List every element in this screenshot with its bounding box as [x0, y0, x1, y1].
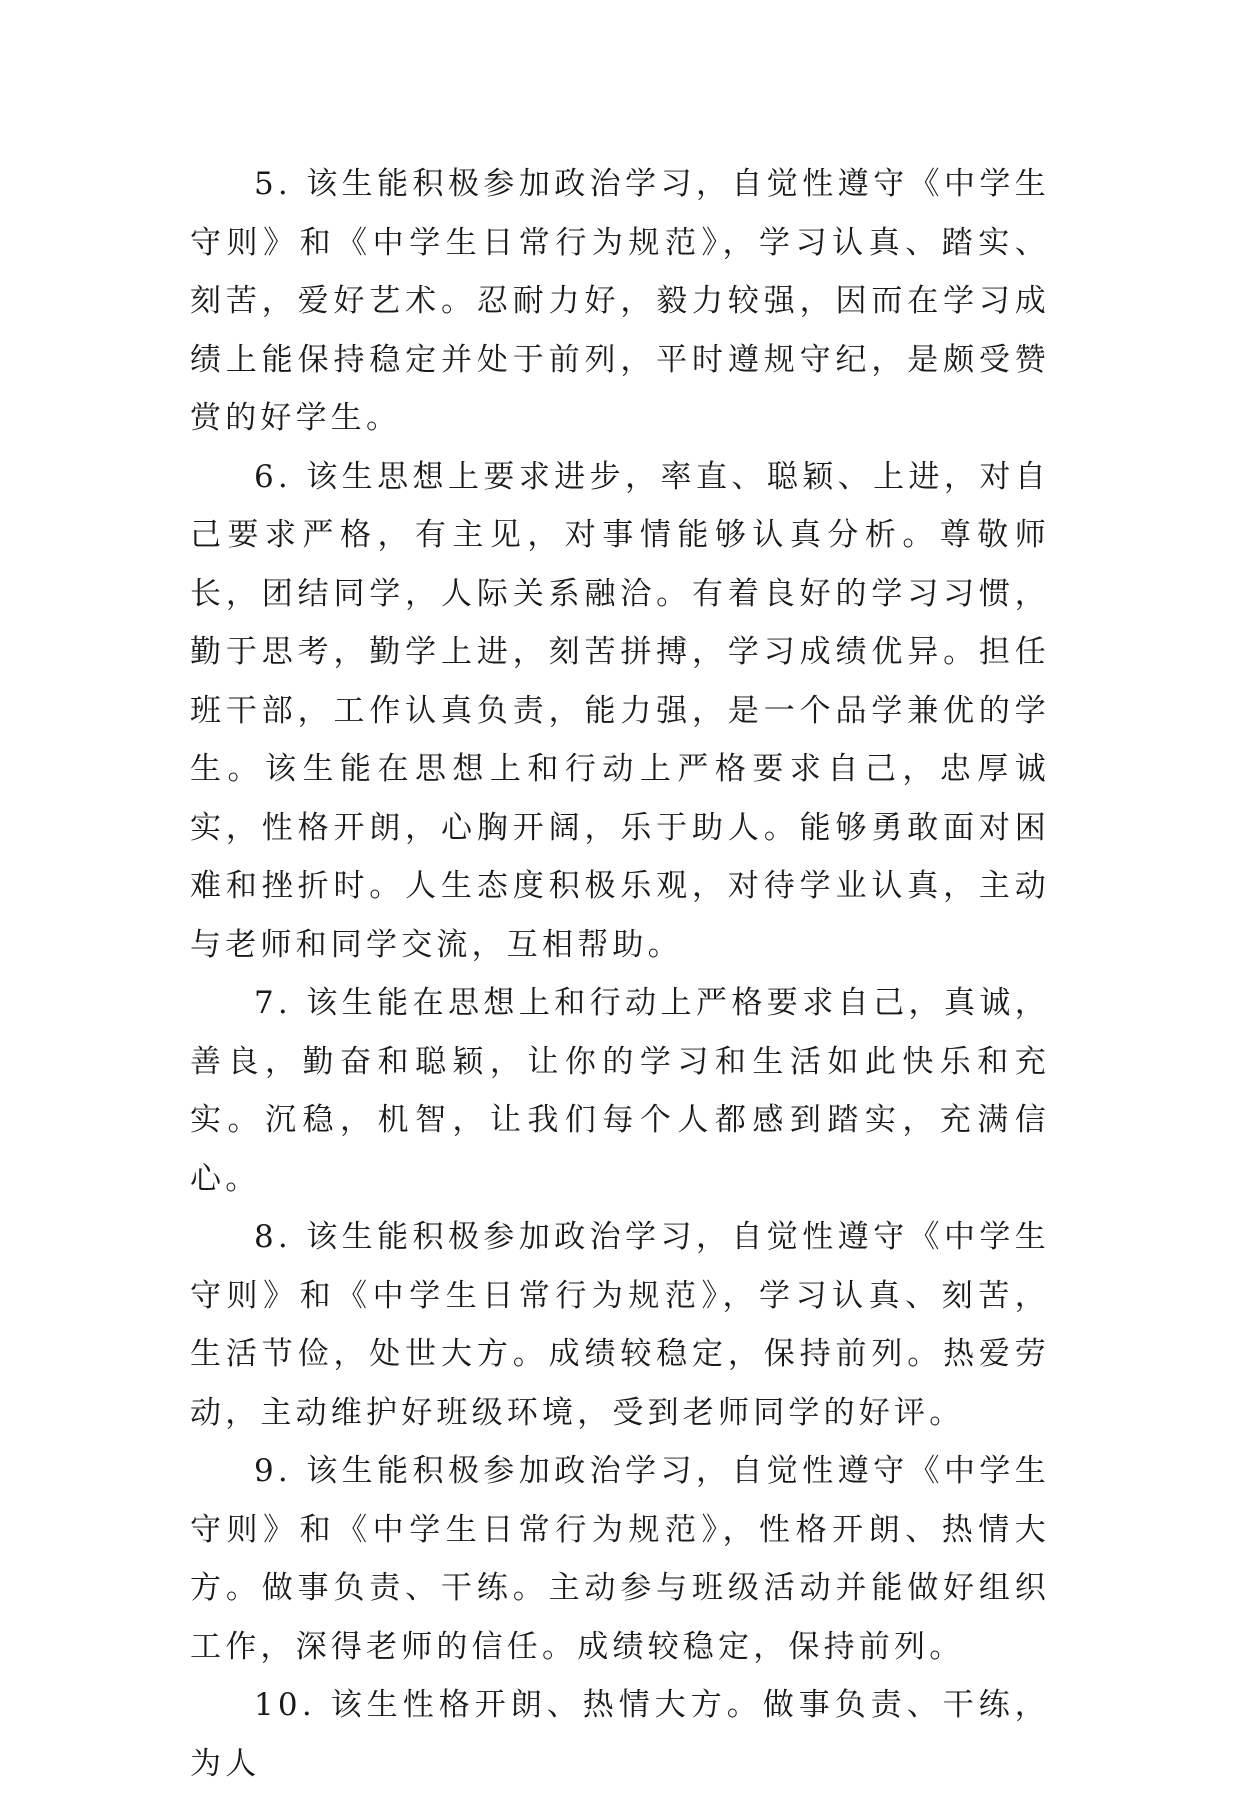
- paragraph-7: 7. 该生能在思想上和行动上严格要求自己，真诚，善良，勤奋和聪颖，让你的学习和生活如此快乐和充实。沉稳，机智，让我们每个人都感到踏实，充满信心。: [190, 985, 1050, 1197]
- document-body: [190, 155, 1050, 1793]
- paragraph-5: 5. 该生能积极参加政治学习，自觉性遵守《中学生守则》和《中学生日常行为规范》，学习认真、踏实、刻苦，爱好艺术。忍耐力好，毅力较强，因而在学习成绩上能保持稳定并处于前列，平时遵规守纪，是颇受赞赏的好学生。: [190, 166, 1050, 436]
- paragraph-10: 10. 该生性格开朗、热情大方。做事负责、干练，为人: [190, 1687, 1050, 1782]
- paragraph-8: 8. 该生能积极参加政治学习，自觉性遵守《中学生守则》和《中学生日常行为规范》，学习认真、刻苦，生活节俭，处世大方。成绩较稳定，保持前列。热爱劳动，主动维护好班级环境，受到老师同学的好评。: [190, 1219, 1050, 1431]
- paragraph-9: 9. 该生能积极参加政治学习，自觉性遵守《中学生守则》和《中学生日常行为规范》，性格开朗、热情大方。做事负责、干练。主动参与班级活动并能做好组织工作，深得老师的信任。成绩较稳定，保持前列。: [190, 1453, 1050, 1665]
- paragraph-6: 6. 该生思想上要求进步，率直、聪颖、上进，对自己要求严格，有主见，对事情能够认真分析。尊敬师长，团结同学，人际关系融洽。有着良好的学习习惯，勤于思考，勤学上进，刻苦拼搏，学习成绩优异。担任班干部，工作认真负责，能力强，是一个品学兼优的学生。该生能在思想上和行动上严格要求自己，忠厚诚实，性格开朗，心胸开阔，乐于助人。能够勇敢面对困难和挫折时。人生态度积极乐观，对待学业认真，主动与老师和同学交流，互相帮助。: [190, 458, 1050, 963]
